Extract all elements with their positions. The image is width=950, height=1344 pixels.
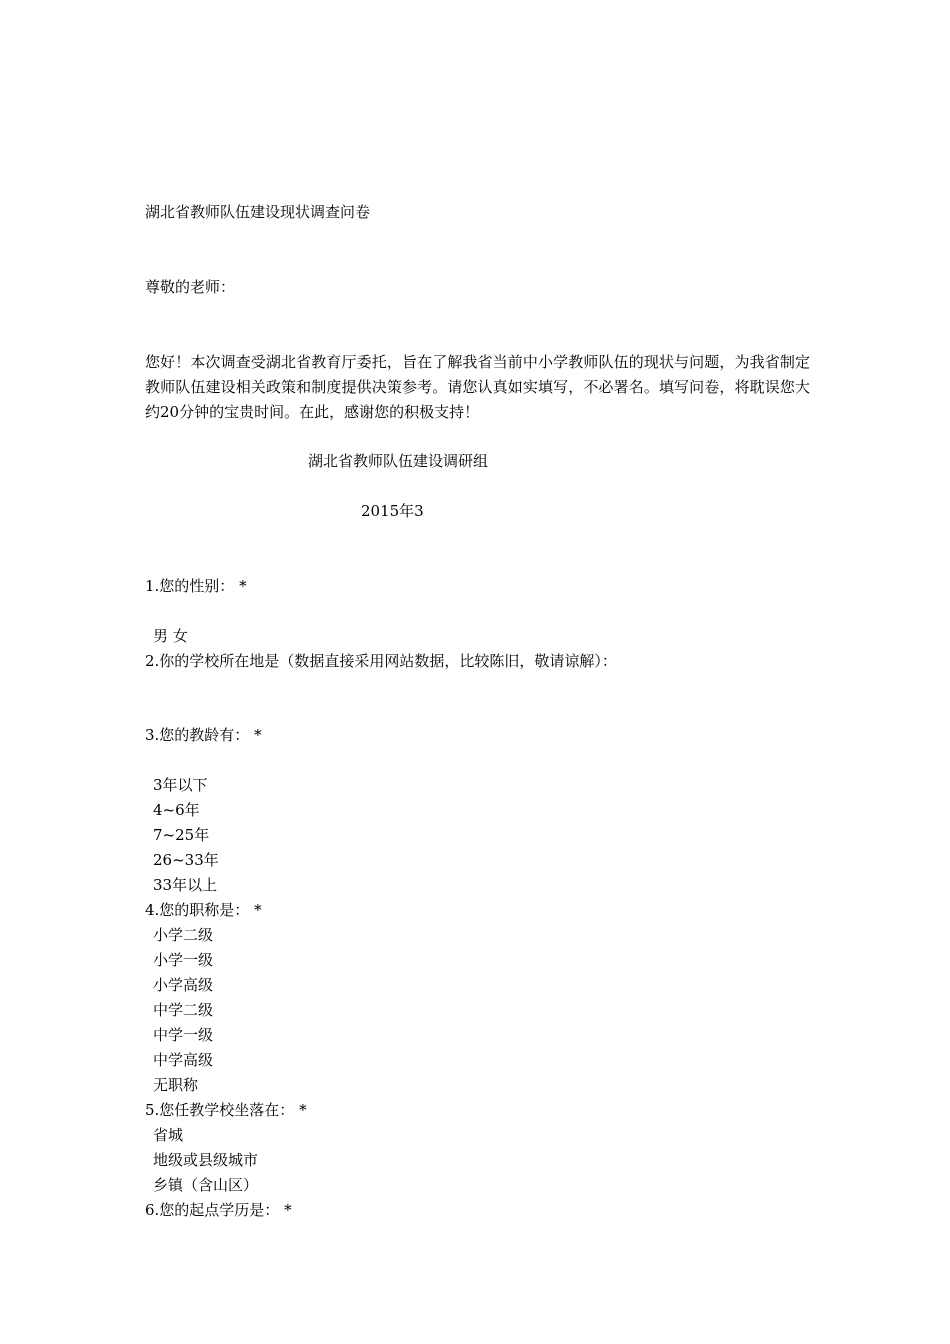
question-4-option[interactable]: 小学二级 <box>153 926 214 944</box>
question-5-option[interactable]: 省城 <box>153 1126 184 1144</box>
question-5-option[interactable]: 乡镇（含山区） <box>153 1176 259 1194</box>
question-4-option[interactable]: 小学一级 <box>153 951 214 969</box>
intro-paragraph: 您好！本次调查受湖北省教育厅委托，旨在了解我省当前中小学教师队伍的现状与问题，为我省制定教师队伍建设相关政策和制度提供决策参考。请您认真如实填写，不必署名。填写问卷，将耽误您大约20分钟的宝贵时间。在此，感谢您的积极支持！ <box>145 353 810 421</box>
question-6-label: 6.您的起点学历是： * <box>145 1201 292 1219</box>
question-3-label: 3.您的教龄有： * <box>145 726 262 744</box>
question-4-option[interactable]: 小学高级 <box>153 976 214 994</box>
question-3-option[interactable]: 7~25年 <box>153 826 210 844</box>
question-3-option[interactable]: 26~33年 <box>153 851 219 869</box>
question-5-option[interactable]: 地级或县级城市 <box>153 1151 259 1169</box>
question-1-label: 1.您的性别： * <box>145 577 247 595</box>
organization-signature: 湖北省教师队伍建设调研组 <box>308 452 489 470</box>
document-title: 湖北省教师队伍建设现状调查问卷 <box>145 203 371 221</box>
document-date: 2015年3 <box>361 502 424 520</box>
question-5-label: 5.您任教学校坐落在： * <box>145 1101 307 1119</box>
question-4-option[interactable]: 中学高级 <box>153 1051 214 1069</box>
question-2-label: 2.你的学校所在地是（数据直接采用网站数据，比较陈旧，敬请谅解）： <box>145 652 617 670</box>
question-4-option[interactable]: 无职称 <box>153 1076 199 1094</box>
question-3-option[interactable]: 33年以上 <box>153 876 218 894</box>
question-4-option[interactable]: 中学二级 <box>153 1001 214 1019</box>
question-3-option[interactable]: 4~6年 <box>153 801 200 819</box>
question-4-label: 4.您的职称是： * <box>145 901 262 919</box>
salutation: 尊敬的老师： <box>145 278 236 296</box>
question-4-option[interactable]: 中学一级 <box>153 1026 214 1044</box>
question-1-option[interactable]: 男 女 <box>153 627 188 645</box>
question-3-option[interactable]: 3年以下 <box>153 776 208 794</box>
